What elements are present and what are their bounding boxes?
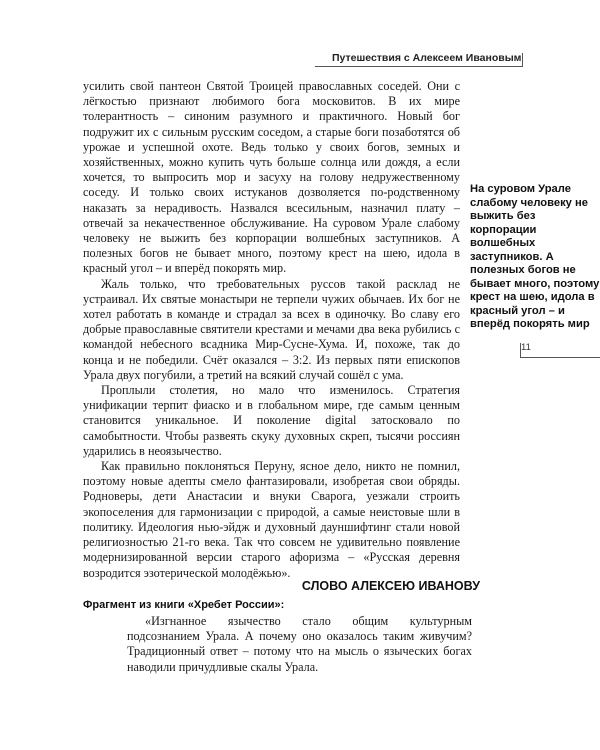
page-number-rule	[520, 357, 600, 358]
paragraph-4: Как правильно поклоняться Перуну, ясное дело, никто не помнил, поэтому новые адепты смело фантазировали, изобретая свои обряды. Родноверы, дети Анастасии и внуки Сварога, уезжали строить экопоселения для гармонизации с природой, а самые неистовые шли в политику. Идеология нью-эйдж и духовный дауншифтинг стали новой религиозностью 21-го века. Так что совсем не удивительно появление модернизированной версии старого афоризма – «Русская деревня возродится эзотерической молодёжью».	[83, 459, 460, 580]
paragraph-1: усилить свой пантеон Святой Троицей православных соседей. Они с лёгкостью признают любимого бога московитов. В их мире толерантность – синоним разумного и практичного. Новый бог подружит их с сильным русским соседом, а старые боги позаботятся об урожае и успешной охоте. Ведь только у своих богов, земных и хозяйственных, можно купить чуть больше солнца или дождя, а если хочется, то выпросить мор и засуху на голову недружественному соседу. И только своих истуканов дозволяется по-родственному наказать за нерадивость. Назвался всесильным, назначил плату – отвечай за некачественное обслуживание. На суровом Урале слабому человеку не выжить без корпорации волшебных заступников. А полезных богов не бывает много, поэтому крест на шею, идола в красный угол – и вперёд покорять мир.	[83, 79, 460, 276]
page-number: 11	[521, 342, 531, 353]
paragraph-2: Жаль только, что требовательных руссов такой расклад не устраивал. Их святые монастыри не терпели чужих обычаев. Их бог не хотел работать в команде и страдал за всех в одиночку. Во славу его добрые православные святители крестами и мечами два века рубились с командой небесного всадника Мир-Сусне-Хума. И, похоже, так до конца и не победили. Счёт оказался – 3:2. Из первых пяти епископов Урала двух погубили, а третий на всякий случай сошёл с ума.	[83, 276, 460, 382]
section-subtitle: Фрагмент из книги «Хребет России»:	[83, 599, 285, 611]
header-rule	[315, 66, 523, 67]
book-quote	[127, 614, 472, 675]
main-article-text	[83, 79, 460, 581]
paragraph-3: Проплыли столетия, но мало что изменилось. Стратегия унификации терпит фиаско и в глобальном мире, где самым ценным становится уникальное. И поколение digital затосковало по самобытности. Чтобы развеять скуку духовных скреп, тысячи россиян ударились в неоязычество.	[83, 383, 460, 458]
header-tick	[522, 53, 523, 67]
section-title: СЛОВО АЛЕКСЕЮ ИВАНОВУ	[301, 579, 480, 593]
book-quote-paragraph: «Изгнанное язычество стало общим культурным подсознанием Урала. А почему оно оказалось таким живучим? Традиционный ответ – потому что на мысль о языческих богах наводили причудливые скалы Урала.	[127, 614, 472, 674]
running-header: Путешествия с Алексеем Ивановым	[332, 52, 522, 64]
page-number-tick	[520, 343, 521, 357]
sidebar-pull-quote: На суровом Урале слабому человеку не выжить без корпорации волшебных заступников. А полезных богов не бывает много, поэтому крест на шею, идола в красный угол – и вперёд покорять мир	[470, 183, 600, 330]
